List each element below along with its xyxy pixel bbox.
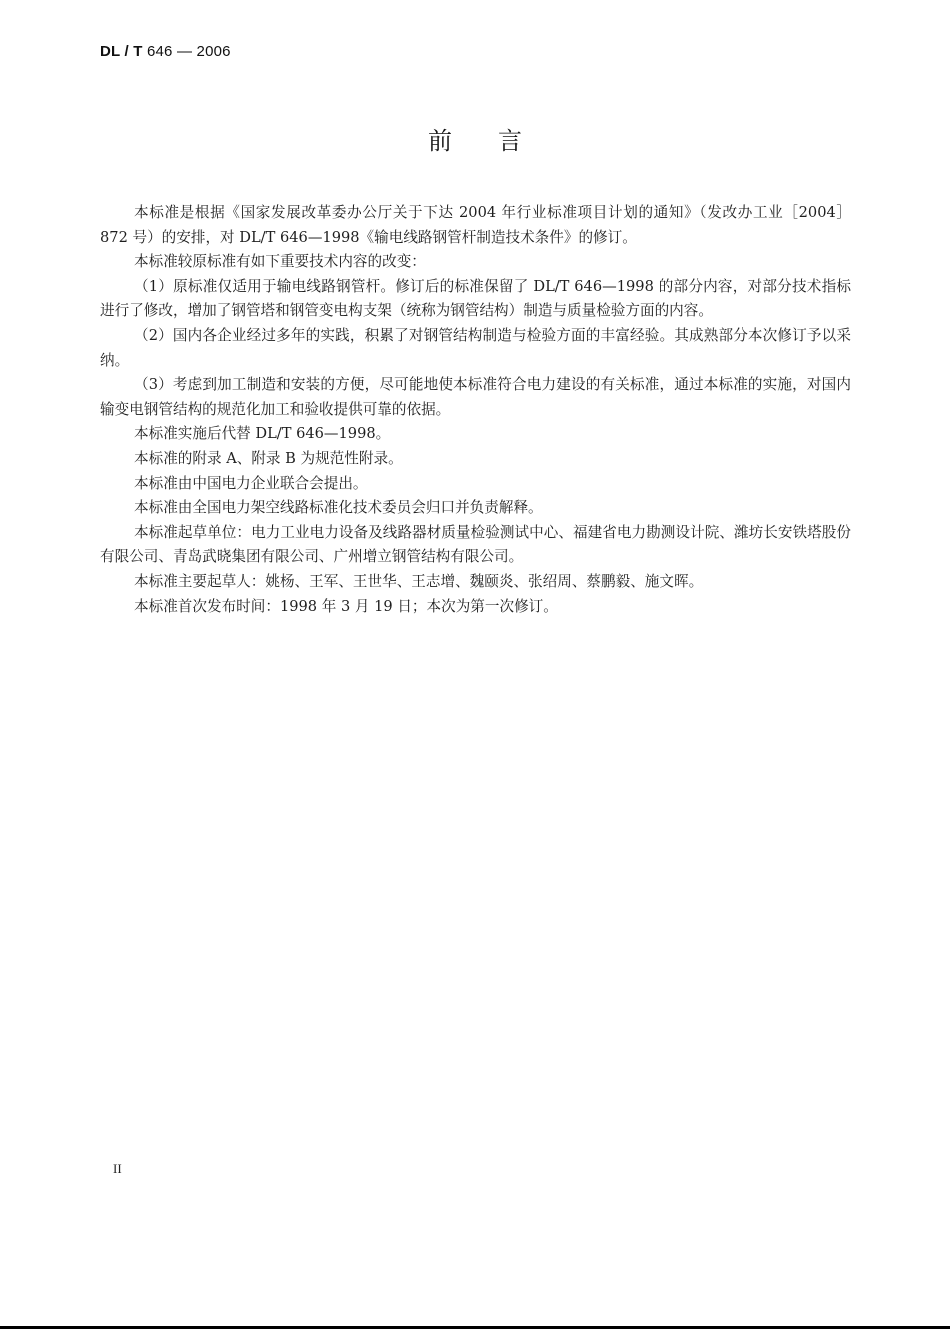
page-title: 前言	[428, 127, 568, 155]
standard-code-header	[100, 43, 231, 60]
paragraph-basis: 本标准是根据《国家发展改革委办公厅关于下达 2004 年行业标准项目计划的通知》（发改办工业［2004］872 号）的安排，对 DL/T 646—1998《输电线路钢管杆制造技术条件》的修订。	[100, 204, 851, 246]
paragraph-proposed-by: 本标准由中国电力企业联合会提出。	[134, 474, 368, 492]
foreword-body	[100, 201, 851, 619]
paragraph-release-history: 本标准首次发布时间：1998 年 3 月 19 日；本次为第一次修订。	[134, 597, 558, 615]
standard-code-number: 646 — 2006	[142, 43, 231, 60]
paragraph-drafters: 本标准主要起草人：姚杨、王军、王世华、王志增、魏颐炎、张绍周、蔡鹏毅、施文晖。	[134, 572, 704, 590]
bottom-divider	[0, 1326, 950, 1329]
paragraph-change-2: （2）国内各企业经过多年的实践，积累了对钢管结构制造与检验方面的丰富经验。其成熟部分本次修订予以采纳。	[100, 326, 851, 369]
paragraph-change-1: （1）原标准仅适用于输电线路钢管杆。修订后的标准保留了 DL/T 646—1998 的部分内容，对部分技术指标进行了修改，增加了钢管塔和钢管变电构支架（统称为钢管结构）制造与质量检验方面的内容。	[100, 277, 851, 320]
paragraph-administered-by: 本标准由全国电力架空线路标准化技术委员会归口并负责解释。	[134, 499, 543, 517]
page-number: II	[113, 1161, 122, 1176]
paragraph-drafting-units: 本标准起草单位：电力工业电力设备及线路器材质量检验测试中心、福建省电力勘测设计院、潍坊长安铁塔股份有限公司、青岛武晓集团有限公司、广州增立钢管结构有限公司。	[100, 523, 851, 566]
paragraph-changes-intro: 本标准较原标准有如下重要技术内容的改变：	[134, 253, 426, 271]
paragraph-replaces: 本标准实施后代替 DL/T 646—1998。	[134, 425, 391, 443]
paragraph-change-3: （3）考虑到加工制造和安装的方便，尽可能地使本标准符合电力建设的有关标准，通过本标准的实施，对国内输变电钢管结构的规范化加工和验收提供可靠的依据。	[100, 376, 851, 418]
standard-code-prefix: DL / T	[100, 43, 143, 60]
paragraph-annexes: 本标准的附录 A、附录 B 为规范性附录。	[134, 449, 403, 467]
